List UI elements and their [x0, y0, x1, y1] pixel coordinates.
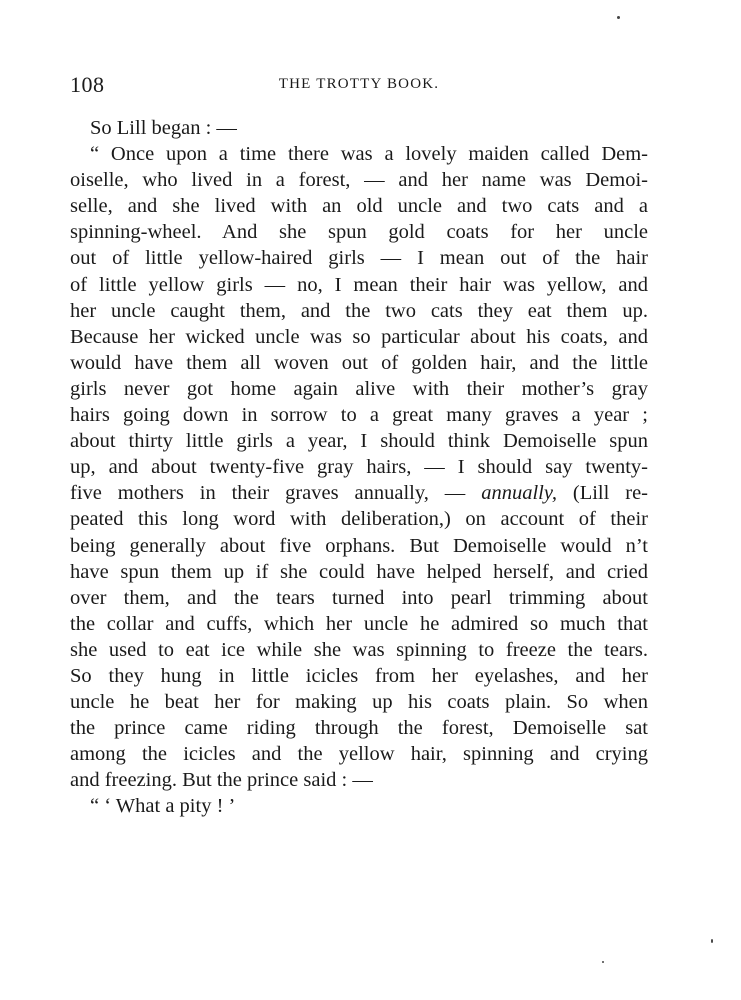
text-line: oiselle, who lived in a forest, — and her name was Demoi-: [70, 169, 648, 192]
text-line: So they hung in little icicles from her eyelashes, and her: [70, 664, 648, 687]
text-line: hairs going down in sorrow to a great many graves a year ;: [70, 404, 648, 427]
text-segment: five mothers in their graves annually, —: [70, 482, 466, 505]
paper-speck: [617, 16, 620, 19]
text-line: the collar and cuffs, which her uncle he admired so much that: [70, 612, 648, 635]
text-line-with-italic: [70, 480, 648, 506]
text-line: being generally about five orphans. But Demoiselle would n’t: [70, 534, 648, 557]
text-line: she used to eat ice while she was spinning to freeze the tears.: [70, 638, 648, 661]
text-line: “ ‘ What a pity ! ’: [90, 795, 236, 818]
text-line: have spun them up if she could have helped herself, and cried: [70, 560, 648, 583]
text-line: Because her wicked uncle was so particular about his coats, and: [70, 325, 648, 348]
text-line: over them, and the tears turned into pearl trimming about: [70, 586, 648, 609]
text-line: would have them all woven out of golden hair, and the little: [70, 351, 648, 374]
text-line: among the icicles and the yellow hair, spinning and crying: [70, 743, 648, 766]
page-header: [70, 72, 648, 102]
running-head: THE TROTTY BOOK.: [278, 76, 440, 92]
text-line: of little yellow girls — no, I mean their hair was yellow, and: [70, 273, 648, 296]
text-line: peated this long word with deliberation,) on account of their: [70, 508, 648, 531]
text-line: girls never got home again alive with their mother’s gray: [70, 377, 648, 400]
text-line: So Lill began : —: [90, 117, 237, 139]
text-line: “ Once upon a time there was a lovely maiden called Dem-: [90, 143, 648, 166]
body-text: [70, 115, 648, 820]
paper-speck: [602, 961, 604, 963]
text-line: out of little yellow-haired girls — I mean out of the hair: [70, 247, 648, 270]
text-segment: (Lill re-: [572, 482, 648, 505]
text-line: selle, and she lived with an old uncle and two cats and a: [70, 195, 648, 218]
paper-speck: [711, 939, 713, 943]
text-line: spinning-wheel. And she spun gold coats for her uncle: [70, 221, 648, 244]
text-line: up, and about twenty-five gray hairs, — I should say twenty-: [70, 456, 648, 479]
page-number: 108: [70, 72, 105, 97]
italic-word: annually,: [481, 482, 557, 505]
text-line: the prince came riding through the forest, Demoiselle sat: [70, 717, 648, 740]
text-line: and freezing. But the prince said : —: [70, 769, 373, 792]
text-line: about thirty little girls a year, I should think Demoiselle spun: [70, 430, 648, 453]
text-line: uncle he beat her for making up his coats plain. So when: [70, 691, 648, 714]
text-line: her uncle caught them, and the two cats they eat them up.: [70, 299, 648, 322]
